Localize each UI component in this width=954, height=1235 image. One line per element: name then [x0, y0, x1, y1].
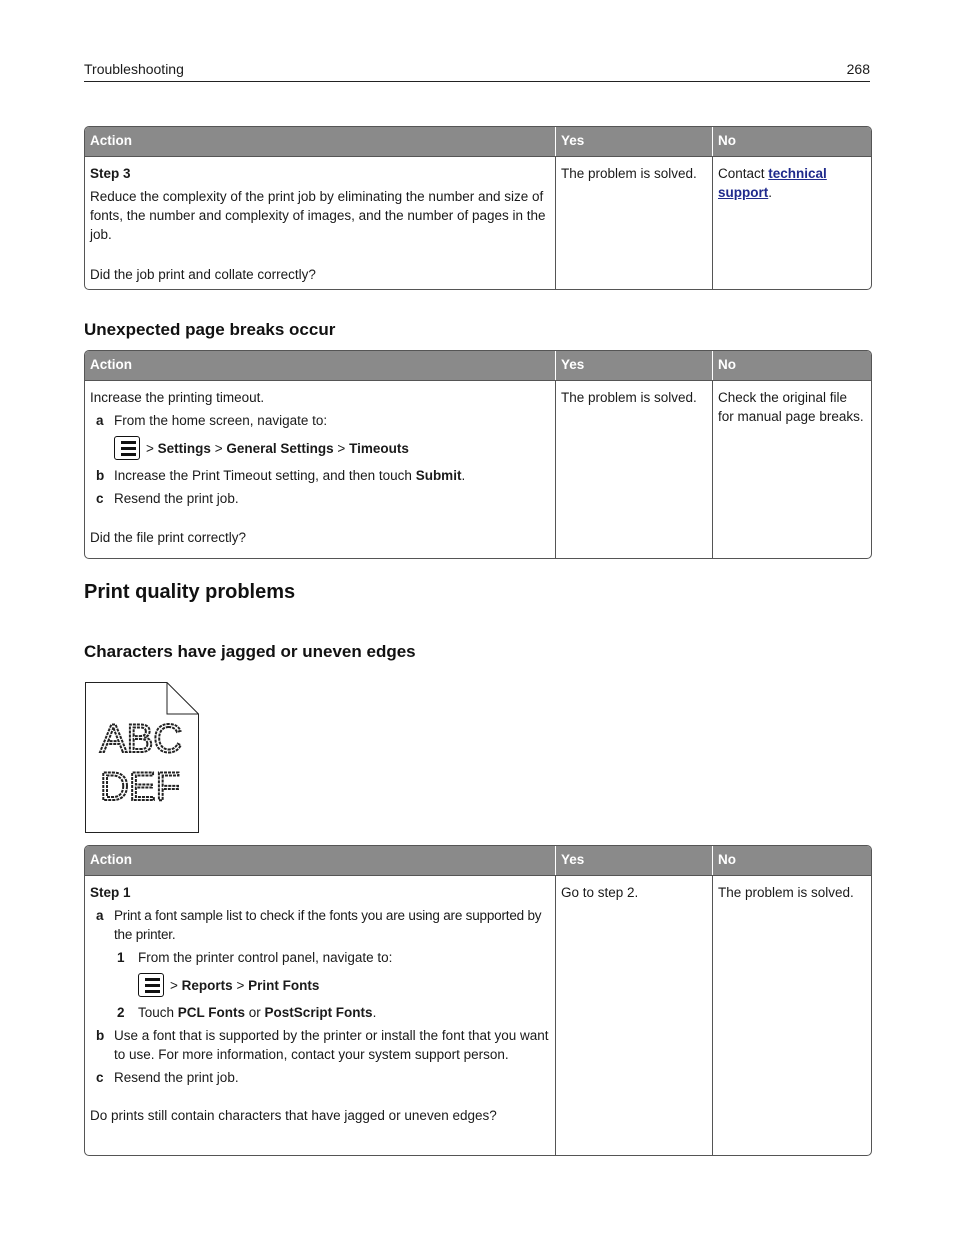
- table-row: [85, 875, 871, 1155]
- no-cell: Check the original file for manual page breaks.: [713, 380, 871, 558]
- step-b-end: .: [461, 468, 466, 483]
- substep-2: [90, 1003, 550, 1022]
- header-yes: Yes: [556, 127, 713, 156]
- substep-1-text: From the printer control panel, navigate to:: [138, 950, 393, 965]
- step-a-text: Print a font sample list to check if the fonts you are using are supported by the printer.: [114, 908, 542, 942]
- submit-keyword: Submit: [415, 468, 462, 483]
- yes-cell: The problem is solved.: [556, 380, 713, 558]
- no-suffix: .: [768, 185, 773, 200]
- menu-general-settings: General Settings: [226, 440, 334, 456]
- menu-separator: >: [170, 977, 178, 993]
- menu-reports: Reports: [181, 977, 233, 993]
- step-c-text: Resend the print job.: [114, 491, 239, 506]
- pcl-fonts-keyword: PCL Fonts: [177, 1005, 246, 1020]
- section-name: Troubleshooting: [84, 61, 184, 77]
- action-cell: [85, 875, 556, 1155]
- page-header: [84, 60, 870, 82]
- heading-print-quality-problems: Print quality problems: [84, 581, 296, 603]
- heading-unexpected-page-breaks: Unexpected page breaks occur: [84, 320, 336, 339]
- troubleshooting-table-page-breaks: [84, 350, 872, 559]
- step-c-label: c: [96, 1070, 104, 1085]
- menu-path: [90, 434, 550, 462]
- step-c-label: c: [96, 491, 104, 506]
- menu-icon[interactable]: [138, 973, 164, 997]
- step-title: Step 3: [90, 166, 131, 181]
- step-title: Step 1: [90, 885, 131, 900]
- table-header-row: [85, 846, 871, 875]
- menu-settings: Settings: [157, 440, 211, 456]
- menu-path: [90, 971, 550, 999]
- substep-2-label: 2: [117, 1005, 125, 1020]
- menu-separator: >: [146, 440, 154, 456]
- action-cell: [85, 380, 556, 558]
- menu-separator: >: [337, 440, 346, 456]
- step-question: Did the file print correctly?: [90, 530, 247, 545]
- postscript-fonts-keyword: PostScript Fonts: [264, 1005, 373, 1020]
- menu-print-fonts: Print Fonts: [248, 977, 320, 993]
- step-a-label: a: [96, 413, 104, 428]
- header-no: No: [713, 127, 871, 156]
- technical-support-link[interactable]: technical support: [718, 166, 827, 200]
- yes-cell: The problem is solved.: [556, 156, 713, 289]
- header-action: Action: [85, 127, 556, 156]
- step-question: Did the job print and collate correctly?: [90, 267, 316, 282]
- substep-2-end: .: [372, 1005, 377, 1020]
- step-b-body: Increase the Print Timeout setting, and then touch: [114, 468, 416, 483]
- header-no: No: [713, 351, 871, 380]
- intro-text: Increase the printing timeout.: [90, 390, 265, 405]
- step-b-label: b: [96, 1028, 105, 1043]
- table-header-row: [85, 351, 871, 380]
- table-header-row: [85, 127, 871, 156]
- step-a-text: From the home screen, navigate to:: [114, 413, 328, 428]
- step-b-text: Use a font that is supported by the printer or install the font that you want to use. For more information, contact your system support person.: [114, 1028, 549, 1062]
- header-action: Action: [85, 846, 556, 875]
- jagged-characters-sample-image: [85, 682, 199, 833]
- step-b-text: [114, 466, 550, 485]
- step-question: Do prints still contain characters that have jagged or uneven edges?: [90, 1108, 497, 1123]
- step-b-label: b: [96, 468, 105, 483]
- table-row: [85, 156, 871, 289]
- header-yes: Yes: [556, 846, 713, 875]
- substep-1-label: 1: [117, 950, 125, 965]
- step-c: [90, 489, 550, 508]
- substep-2-or: or: [245, 1005, 265, 1020]
- menu-separator: >: [214, 440, 223, 456]
- substep-2-body: Touch: [138, 1005, 178, 1020]
- substep-2-text: [138, 1003, 376, 1022]
- menu-timeouts: Timeouts: [349, 440, 409, 456]
- substep-1: [90, 948, 550, 967]
- no-prefix: Contact: [718, 166, 769, 181]
- step-text: Reduce the complexity of the print job by eliminating the number and size of fonts, the number and complexity of images, and the number of pages in the job.: [90, 189, 546, 242]
- step-a-label: a: [96, 908, 104, 923]
- step-a: [90, 411, 550, 430]
- troubleshooting-table-step3: [84, 126, 872, 290]
- action-cell: [85, 156, 556, 289]
- header-yes: Yes: [556, 351, 713, 380]
- step-c-text: Resend the print job.: [114, 1070, 239, 1085]
- menu-icon[interactable]: [114, 436, 140, 460]
- step-b: [90, 1026, 550, 1064]
- sample-text-line2: DEF: [100, 765, 180, 809]
- heading-jagged-edges: Characters have jagged or uneven edges: [84, 642, 416, 661]
- yes-cell: Go to step 2.: [556, 875, 713, 1155]
- step-a: [90, 906, 550, 944]
- header-action: Action: [85, 351, 556, 380]
- table-row: [85, 380, 871, 558]
- sample-text-line1: ABC: [100, 717, 183, 761]
- step-c: [90, 1068, 550, 1087]
- troubleshooting-table-jagged-edges: [84, 845, 872, 1156]
- step-b: [90, 466, 550, 485]
- no-cell: The problem is solved.: [713, 875, 871, 1155]
- page-number: 268: [846, 61, 870, 77]
- menu-separator: >: [236, 977, 245, 993]
- no-cell: [713, 156, 871, 289]
- header-no: No: [713, 846, 871, 875]
